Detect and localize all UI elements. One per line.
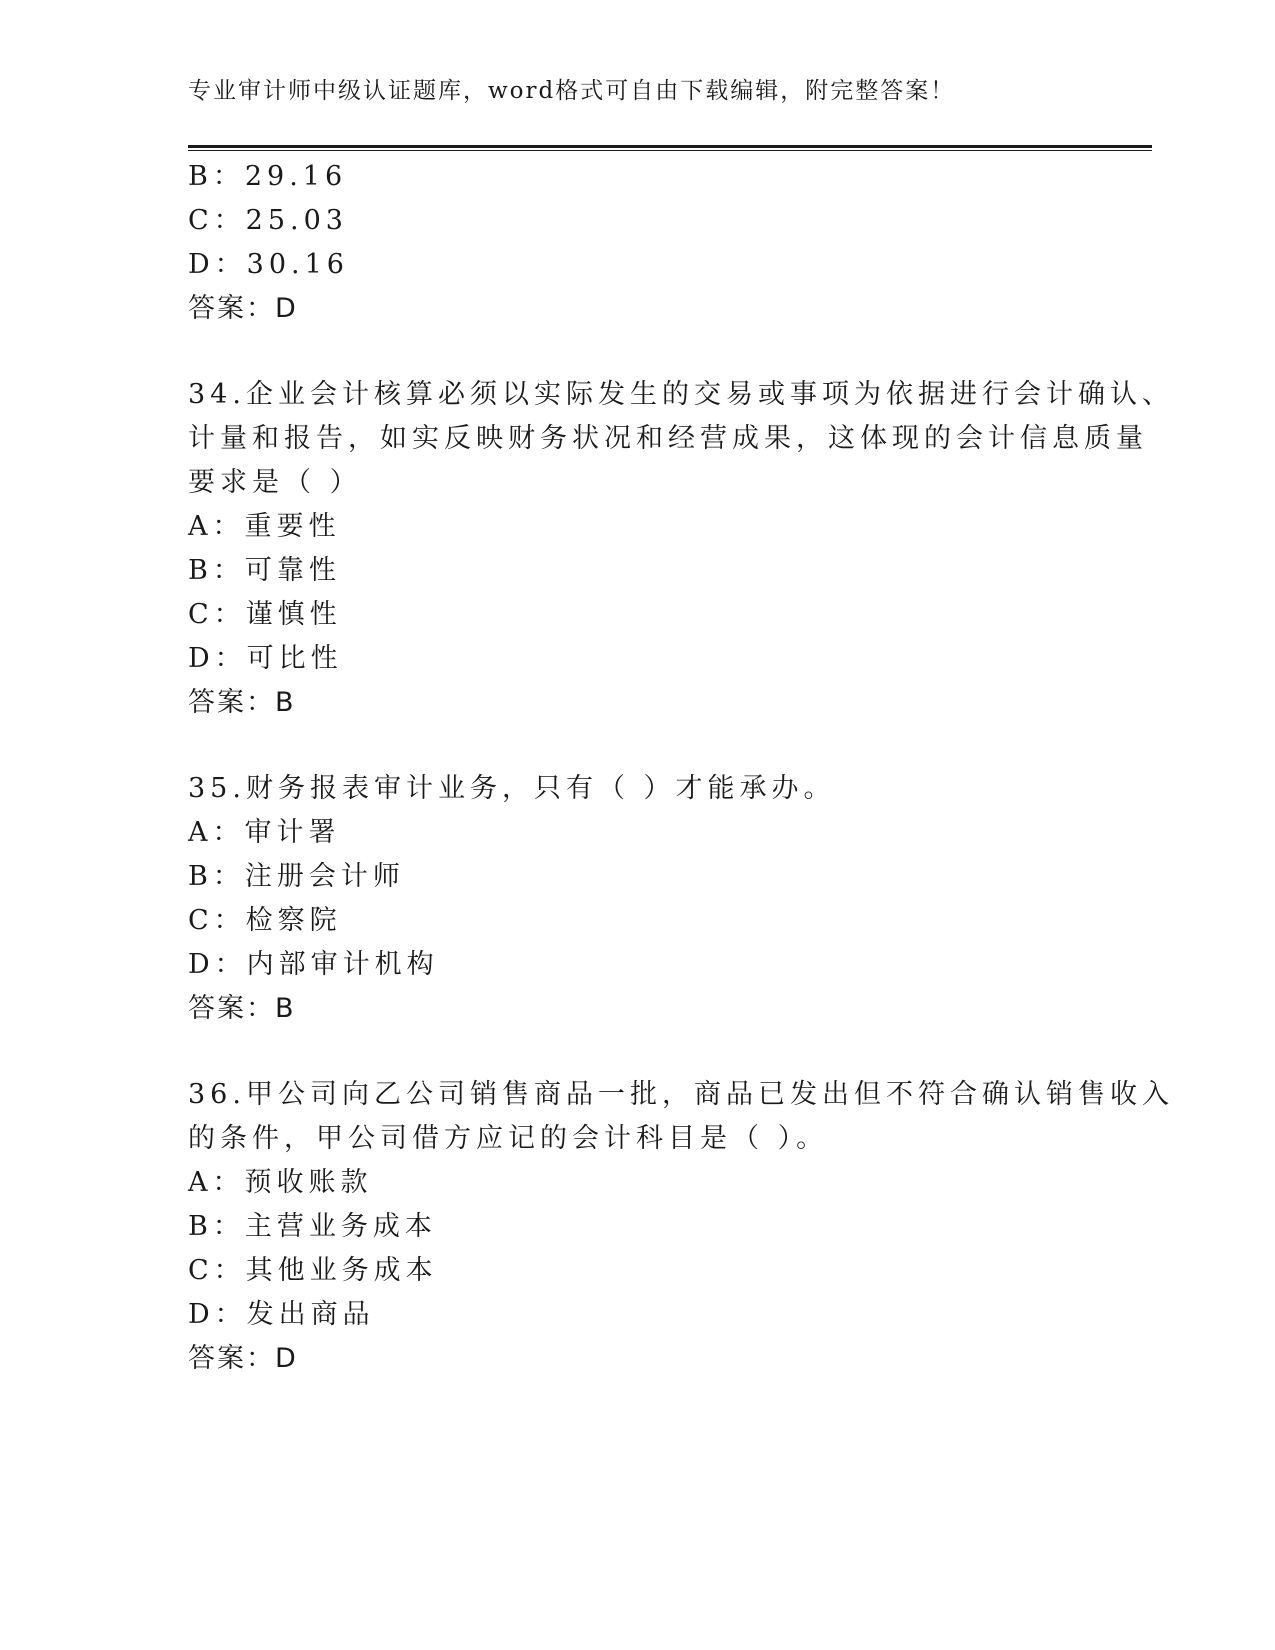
answer-label: 答案：D [188, 1343, 298, 1374]
answer-label: 答案：B [188, 993, 296, 1024]
option-a: A：重要性 [188, 511, 341, 542]
option-d: D：可比性 [188, 643, 343, 674]
question-36-line-1: 36.甲公司向乙公司销售商品一批，商品已发出但不符合确认销售收入 [188, 1079, 1174, 1110]
option-a: A：预收账款 [188, 1167, 373, 1198]
option-d: D：发出商品 [188, 1299, 375, 1330]
option-c: C：25.03 [188, 205, 348, 236]
header-divider-thick [188, 145, 1152, 148]
answer-label: 答案：B [188, 687, 296, 718]
question-34-line-1: 34.企业会计核算必须以实际发生的交易或事项为依据进行会计确认、 [188, 379, 1174, 410]
option-d: D：30.16 [188, 249, 349, 280]
option-c: C：谨慎性 [188, 599, 342, 630]
option-d: D：内部审计机构 [188, 949, 439, 980]
answer-label: 答案：D [188, 293, 298, 324]
option-c: C：检察院 [188, 905, 342, 936]
option-b: B：注册会计师 [188, 861, 405, 892]
question-34-line-2: 计量和报告，如实反映财务状况和经营成果，这体现的会计信息质量 [188, 423, 1148, 454]
question-34-line-3: 要求是（ ） [188, 467, 362, 498]
option-a: A：审计署 [188, 817, 341, 848]
option-b: B：可靠性 [188, 555, 341, 586]
question-35-line-1: 35.财务报表审计业务，只有（ ）才能承办。 [188, 773, 836, 804]
option-b: B：主营业务成本 [188, 1211, 437, 1242]
option-c: C：其他业务成本 [188, 1255, 438, 1286]
option-b: B：29.16 [188, 161, 348, 192]
question-36-line-2: 的条件，甲公司借方应记的会计科目是（ ）。 [188, 1123, 829, 1154]
header-divider-thin [188, 150, 1152, 151]
page-header: 专业审计师中级认证题库，word格式可自由下载编辑，附完整答案！ [188, 78, 956, 104]
